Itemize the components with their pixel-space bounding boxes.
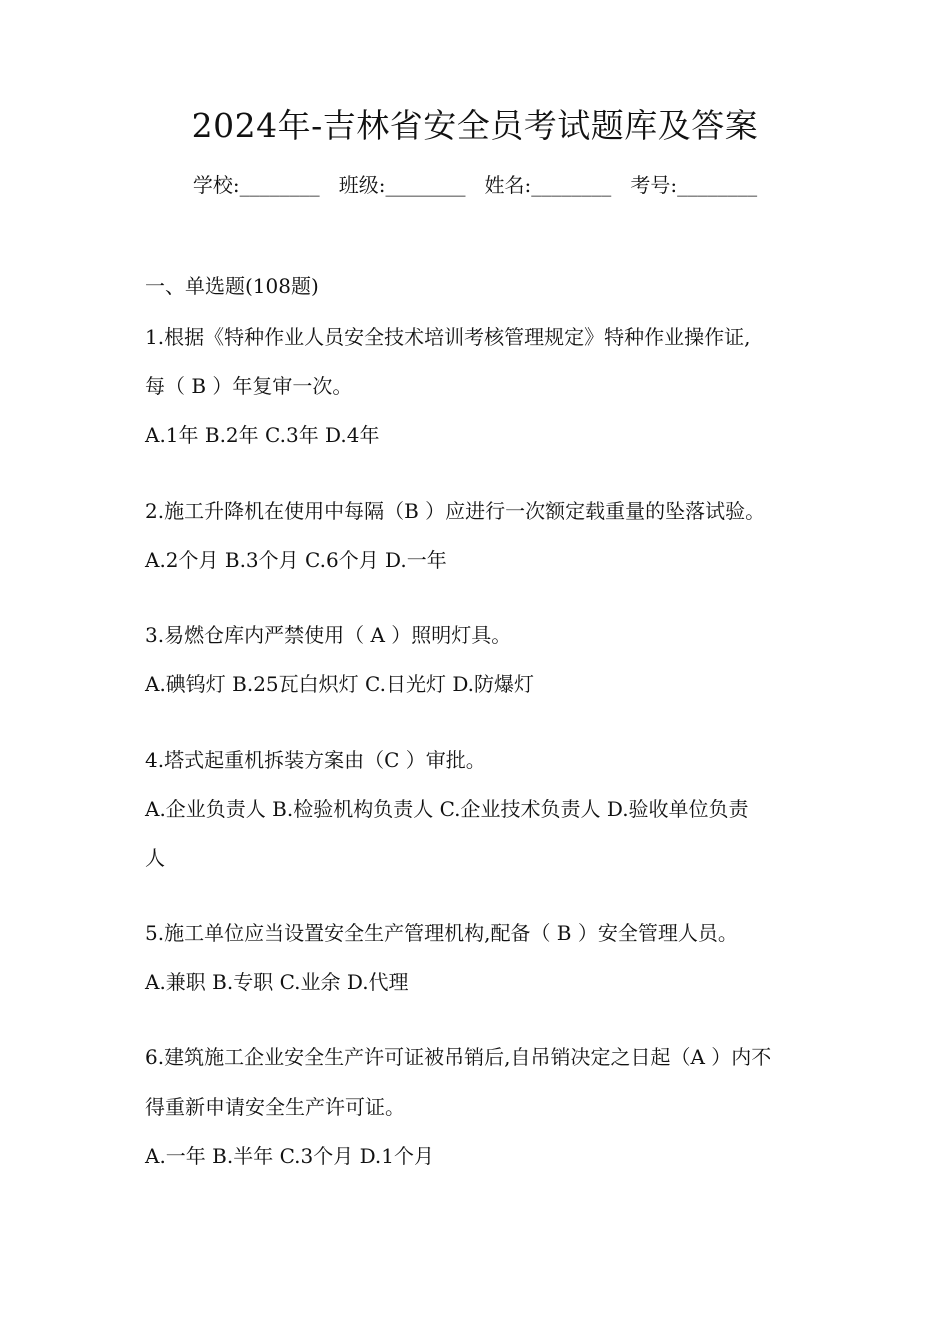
question-6-text-line-1: 6.建筑施工企业安全生产许可证被吊销后,自吊销决定之日起（A ）内不 <box>145 1045 772 1069</box>
question-5-text-line-1: 5.施工单位应当设置安全生产管理机构,配备（ B ）安全管理人员。 <box>145 921 738 945</box>
question-6-options: A.一年 B.半年 C.3个月 D.1个月 <box>145 1144 435 1168</box>
question-3-text-line-1: 3.易燃仓库内严禁使用（ A ）照明灯具。 <box>145 623 512 647</box>
question-1-text-line-1: 1.根据《特种作业人员安全技术培训考核管理规定》特种作业操作证, <box>145 325 751 349</box>
document-title: 2024年-吉林省安全员考试题库及答案 <box>191 106 759 145</box>
question-1-text-line-2: 每（ B ）年复审一次。 <box>145 374 353 398</box>
question-3-options: A.碘钨灯 B.25瓦白炽灯 C.日光灯 D.防爆灯 <box>145 672 535 696</box>
school-field: 学校:________ <box>192 173 320 197</box>
exam-number-field: 考号:________ <box>630 173 758 197</box>
name-field: 姓名:________ <box>484 173 612 197</box>
student-info-row <box>0 170 950 200</box>
section-heading: 一、单选题(108题) <box>145 274 319 298</box>
question-2-options: A.2个月 B.3个月 C.6个月 D.一年 <box>145 548 447 572</box>
question-4-options-line-1: A.企业负责人 B.检验机构负责人 C.企业技术负责人 D.验收单位负责 <box>145 797 749 821</box>
question-2-text-line-1: 2.施工升降机在使用中每隔（B ）应进行一次额定载重量的坠落试验。 <box>145 499 766 523</box>
question-4-text-line-1: 4.塔式起重机拆装方案由（C ）审批。 <box>145 748 486 772</box>
class-field: 班级:________ <box>338 173 466 197</box>
question-6-text-line-2: 得重新申请安全生产许可证。 <box>145 1095 405 1119</box>
question-1-options: A.1年 B.2年 C.3年 D.4年 <box>145 423 380 447</box>
question-4-options-line-2: 人 <box>145 846 165 870</box>
question-5-options: A.兼职 B.专职 C.业余 D.代理 <box>145 970 409 994</box>
